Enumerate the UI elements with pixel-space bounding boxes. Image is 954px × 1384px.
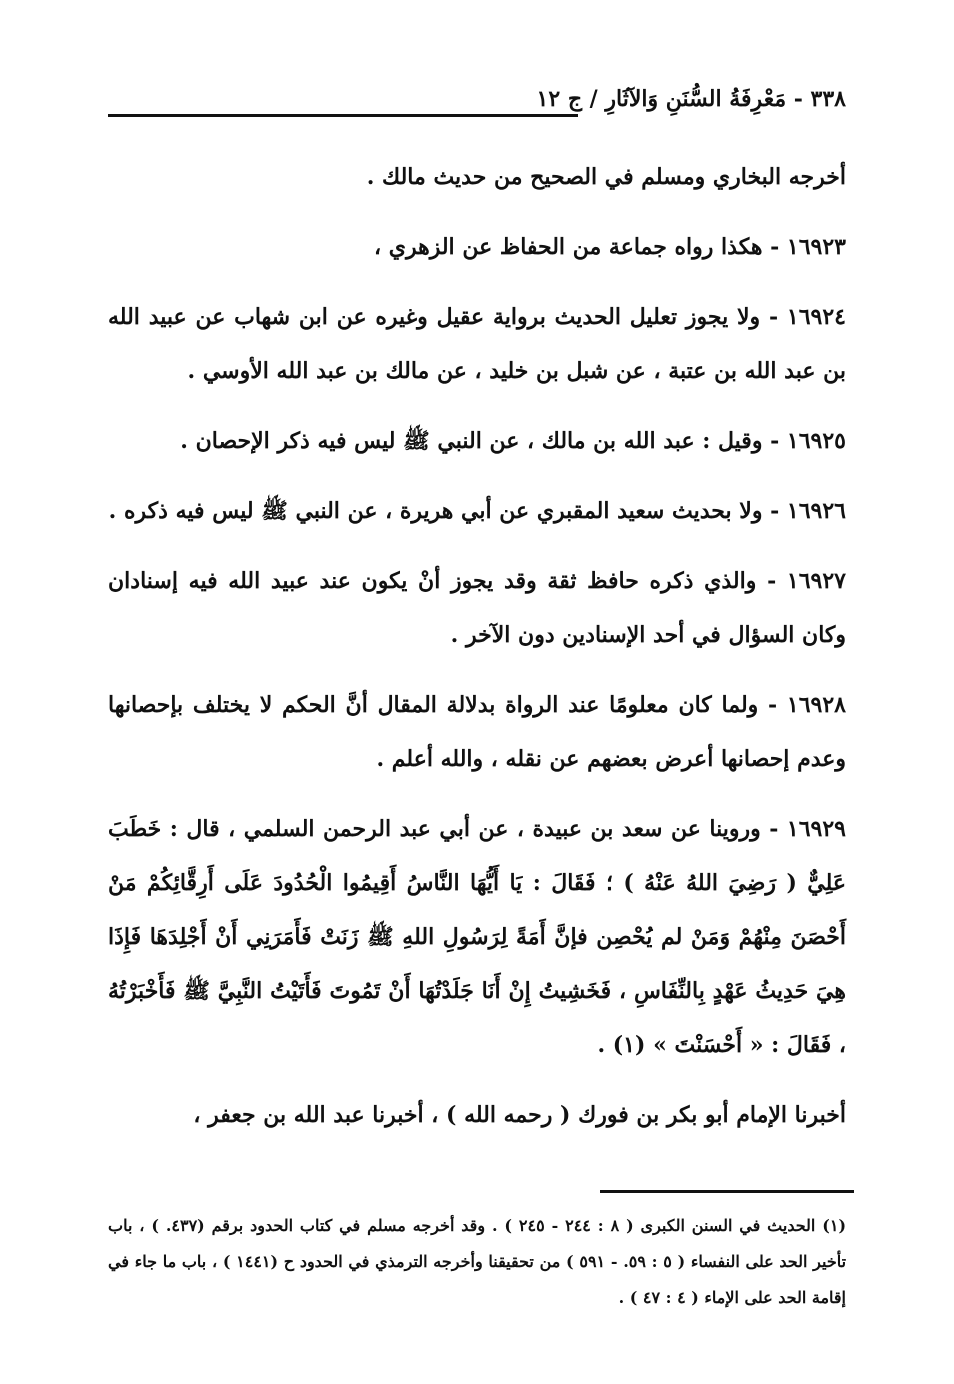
paragraph-16929: ١٦٩٢٩ - وروينا عن سعد بن عبيدة ، عن أبي عبد الرحمن السلمي ، قال : خَطَبَ عَلِيٌّ ( رَضِيَ اللهُ عَنْهُ ) ؛ فَقَالَ : يَا أَيُّهَا النَّاسُ أَقِيمُوا الْحُدُودَ عَلَى أَرِقَّائِكُمْ مَنْ أَحْصَنَ مِنْهُمْ وَمَنْ لم يُحْصِن فإنَّ أَمَةً لِرَسُولِ اللهِ ﷺ زَنَتْ فَأَمَرَنِي أَنْ أَجْلِدَهَا فَإِذَا هِيَ حَدِيثُ عَهْدٍ بِالنِّفَاسِ ، فَخَشِيتُ إِنْ أَنَا جَلَدْتُهَا أَنْ تَمُوتَ فَأَتَيْتُ النَّبِيَّ ﷺ فَأَخْبَرْتُهُ ، فَقَالَ : « أَحْسَنْتَ » (١) . xyxy=(108,816,846,1058)
paragraph-16925: ١٦٩٢٥ - وقيل : عبد الله بن مالك ، عن النبي ﷺ ليس فيه ذكر الإحصان . xyxy=(180,428,846,454)
paragraph-chain: أخبرنا الإمام أبو بكر بن فورك ( رحمه الله ) ، أخبرنا عبد الله بن جعفر ، xyxy=(193,1102,846,1128)
paragraph-16926: ١٦٩٢٦ - ولا بحديث سعيد المقبري عن أبي هريرة ، عن النبي ﷺ ليس فيه ذكره . xyxy=(108,498,846,524)
paragraph-1: أخرجه البخاري ومسلم في الصحيح من حديث مالك . xyxy=(366,164,846,190)
footnote-text: (١) الحديث في السنن الكبرى ( ٨ : ٢٤٤ - ٢٤٥ ) . وقد أخرجه مسلم في كتاب الحدود برقم (٤٣٧. ) ، باب تأخير الحد على النفساء ( ٥ : ٥٩. - ٥٩١ ) من تحقيقنا وأخرجه الترمذي في الحدود ح (١٤٤١ ) ، باب ما جاء في إقامة الحد على الإماء ( ٤ : ٤٧ ) . xyxy=(108,1216,847,1307)
paragraph-16928: ١٦٩٢٨ - ولما كان معلومًا عند الرواة بدلالة المقال أنَّ الحكم لا يختلف بإحصانها وعدم إحصانها أعرض بعضهم عن نقله ، والله أعلم . xyxy=(108,692,846,772)
footnote xyxy=(108,1208,846,1316)
main-text xyxy=(108,150,846,1158)
footnote-rule xyxy=(600,1190,854,1193)
paragraph-16927: ١٦٩٢٧ - والذي ذكره حافظ ثقة وقد يجوز أنْ يكون عند عبيد الله فيه إسنادان وكان السؤال في أحد الإسنادين دون الآخر . xyxy=(108,568,846,648)
header-rule xyxy=(108,114,578,117)
paragraph-16924: ١٦٩٢٤ - ولا يجوز تعليل الحديث برواية عقيل وغيره عن ابن شهاب عن عبيد الله بن عبد الله بن عتبة ، عن شبل بن خليد ، عن مالك بن عبد الله الأوسي . xyxy=(108,304,846,384)
page-header xyxy=(108,84,846,124)
paragraph-16923: ١٦٩٢٣ - هكذا رواه جماعة من الحفاظ عن الزهري ، xyxy=(373,234,846,260)
running-title: ٣٣٨ - مَعْرِفَةُ السُّنَنِ وَالآثَارِ / ج ١٢ xyxy=(536,86,846,112)
